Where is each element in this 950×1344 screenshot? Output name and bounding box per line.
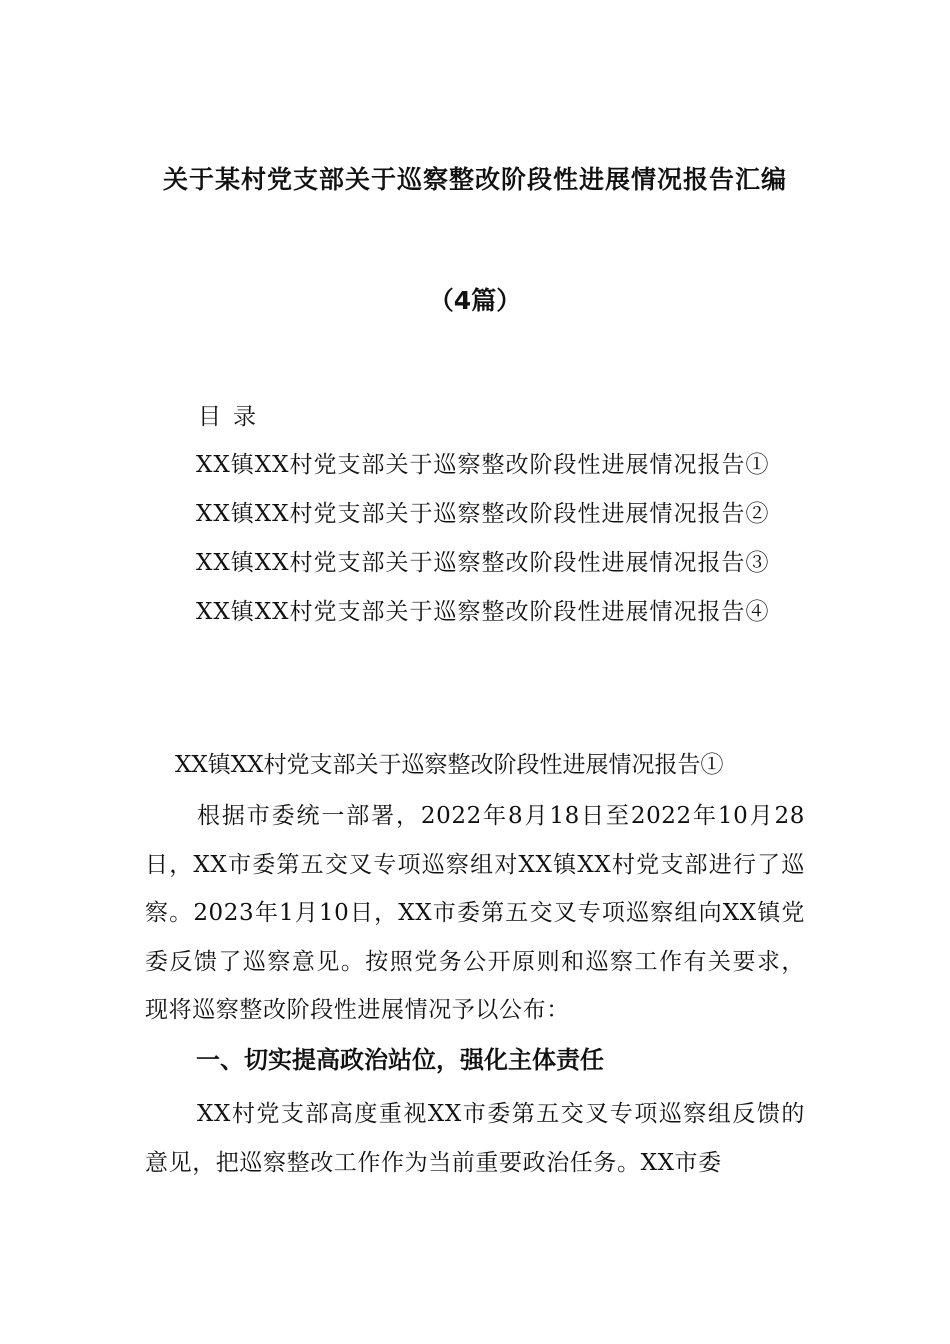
document-subtitle: （4篇） [428, 286, 522, 315]
toc-item-4[interactable]: XX镇XX村党支部关于巡察整改阶段性进展情况报告④ [196, 599, 770, 625]
toc-item-3[interactable]: XX镇XX村党支部关于巡察整改阶段性进展情况报告③ [196, 550, 770, 576]
paragraph-2: XX村党支部高度重视XX市委第五交叉专项巡察组反馈的意见，把巡察整改工作作为当前重要政治任务。XX市委 [145, 1101, 805, 1176]
section-title: XX镇XX村党支部关于巡察整改阶段性进展情况报告① [175, 752, 724, 778]
toc-item-1[interactable]: XX镇XX村党支部关于巡察整改阶段性进展情况报告① [196, 452, 770, 478]
toc-heading: 目录 [198, 404, 268, 430]
paragraph-1: 根据市委统一部署，2022年8月18日至2022年10月28日，XX市委第五交叉专项巡察组对XX镇XX村党支部进行了巡察。2023年1月10日，XX市委第五交叉专项巡察组向XX镇党委反馈了巡察意见。按照党务公开原则和巡察工作有关要求，现将巡察整改阶段性进展情况予以公布： [145, 803, 805, 1023]
toc-item-2[interactable]: XX镇XX村党支部关于巡察整改阶段性进展情况报告② [196, 501, 770, 527]
table-of-contents [196, 448, 770, 644]
document-title: 关于某村党支部关于巡察整改阶段性进展情况报告汇编 [162, 165, 787, 194]
section-heading-1: 一、切实提高政治站位，强化主体责任 [196, 1046, 604, 1074]
